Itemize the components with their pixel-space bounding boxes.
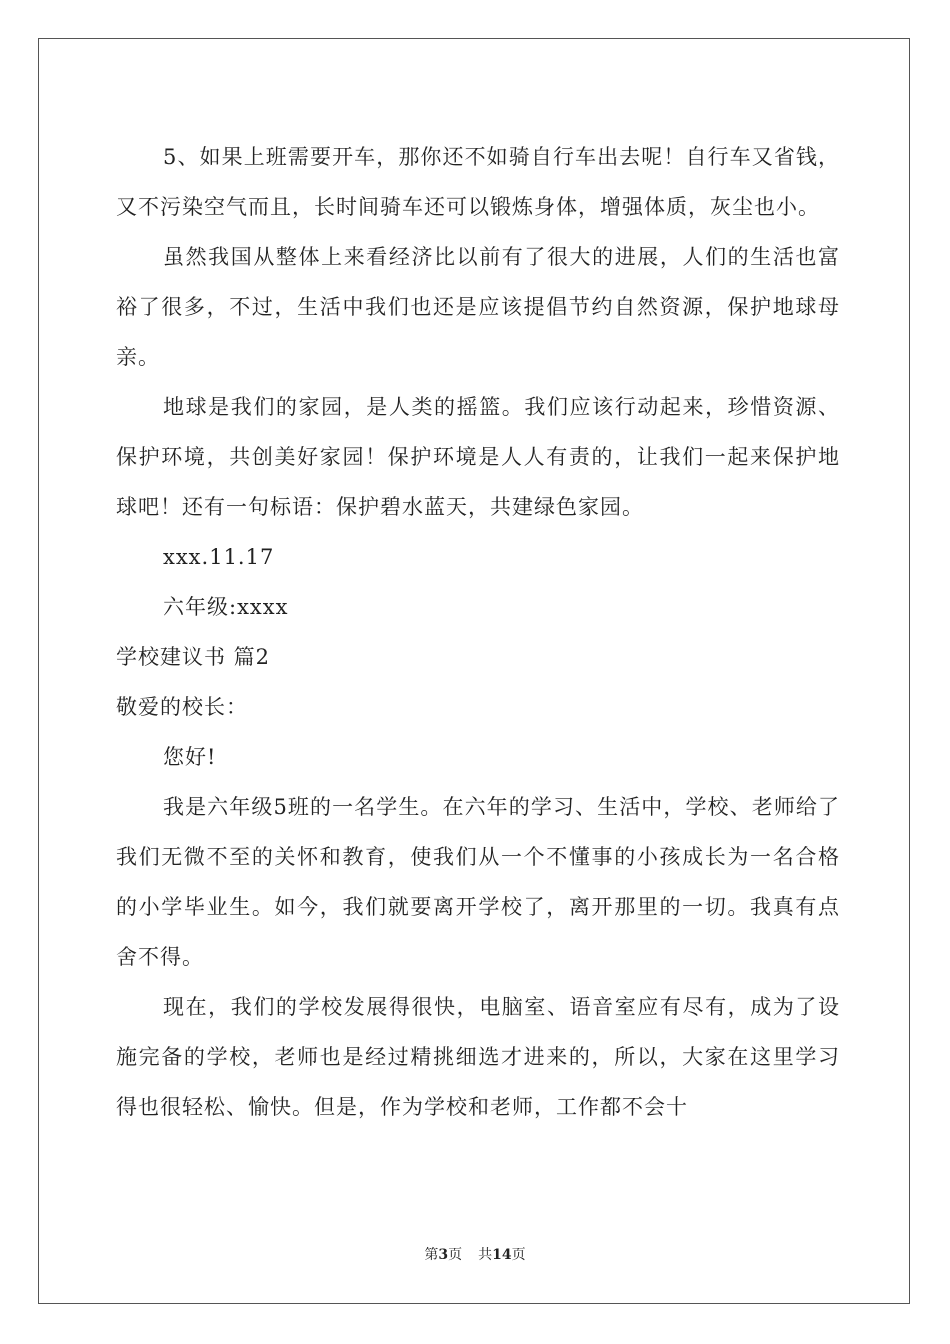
salutation: 敬爱的校长： bbox=[116, 695, 248, 719]
paragraph-bike-tip: 5、如果上班需要开车，那你还不如骑自行车出去呢！自行车又省钱，又不污染空气而且，长时间骑车还可以锻炼身体，增强体质，灰尘也小。 bbox=[116, 145, 840, 219]
document-body bbox=[116, 132, 840, 1132]
paragraph-school-development: 现在，我们的学校发展得很快，电脑室、语音室应有尽有，成为了设施完备的学校，老师也是经过精挑细选才进来的，所以，大家在这里学习得也很轻松、愉快。但是，作为学校和老师，工作都不会十 bbox=[116, 995, 840, 1119]
greeting: 您好! bbox=[163, 745, 217, 769]
page-prefix: 第 bbox=[424, 1247, 439, 1263]
page-suffix: 页 bbox=[448, 1247, 463, 1263]
page-number: 3 bbox=[438, 1247, 449, 1263]
total-pages: 14 bbox=[492, 1247, 512, 1263]
signature-line: 六年级:xxxx bbox=[163, 595, 289, 619]
paragraph-earth-home: 地球是我们的家园，是人类的摇篮。我们应该行动起来，珍惜资源、保护环境，共创美好家园！保护环境是人人有责的，让我们一起来保护地球吧！还有一句标语：保护碧水蓝天，共建绿色家园。 bbox=[116, 395, 840, 519]
page-footer bbox=[0, 1244, 950, 1264]
total-suffix: 页 bbox=[511, 1247, 526, 1263]
section-heading: 学校建议书 篇2 bbox=[116, 645, 271, 669]
paragraph-economy: 虽然我国从整体上来看经济比以前有了很大的进展，人们的生活也富裕了很多，不过，生活中我们也还是应该提倡节约自然资源，保护地球母亲。 bbox=[116, 245, 840, 369]
total-prefix: 共 bbox=[478, 1247, 493, 1263]
paragraph-introduction: 我是六年级5班的一名学生。在六年的学习、生活中，学校、老师给了我们无微不至的关怀和教育，使我们从一个不懂事的小孩成长为一名合格的小学毕业生。如今，我们就要离开学校了，离开那里的一切。我真有点舍不得。 bbox=[116, 795, 840, 969]
date-line: xxx.11.17 bbox=[163, 545, 275, 569]
